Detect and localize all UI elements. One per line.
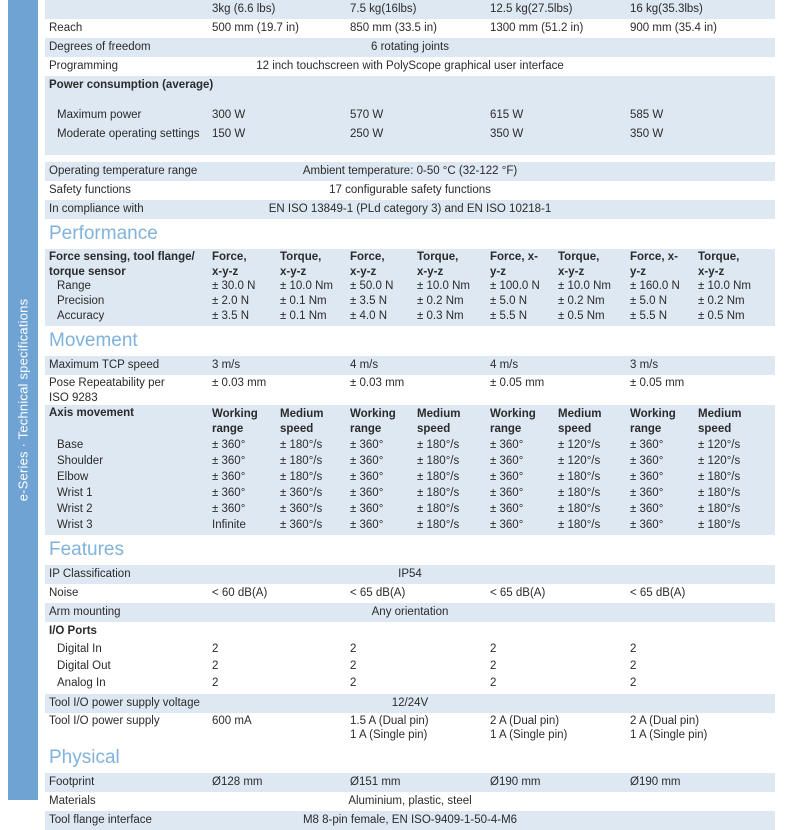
cell-value: 12.5 kg(27.5lbs) xyxy=(490,3,573,15)
cell-value: ± 180°/s xyxy=(280,439,323,451)
cell-value: Ambient temperature: 0-50 °C (32-122 °F) xyxy=(302,165,518,177)
features-table xyxy=(45,565,800,743)
cell-value: 1.5 A (Dual pin) xyxy=(350,715,429,727)
cell-value: ± 120°/s xyxy=(558,455,601,467)
table-row-footprint xyxy=(45,773,775,792)
cell-value: IP54 xyxy=(398,568,422,580)
column-header: speed xyxy=(558,423,592,435)
row-label: Tool I/O power supply voltage xyxy=(49,697,200,709)
section-heading-physical: Physical xyxy=(45,743,800,773)
row-label: Moderate operating settings xyxy=(57,128,200,140)
cell-value: ± 120°/s xyxy=(698,455,741,467)
cell-value: ± 2.0 N xyxy=(212,295,249,307)
row-label: Range xyxy=(57,280,91,292)
cell-value: ± 180°/s xyxy=(698,487,741,499)
column-header: Working xyxy=(490,408,536,420)
table-row-programming xyxy=(45,57,775,76)
column-header: Working xyxy=(212,408,258,420)
table-row-maximum-tcp-speed xyxy=(45,356,775,375)
row-label: Accuracy xyxy=(57,310,105,322)
cell-value: Aluminium, plastic, steel xyxy=(348,795,472,807)
cell-value: 2 xyxy=(490,643,497,655)
table-row-digital-in xyxy=(45,641,775,658)
cell-value: ± 180°/s xyxy=(417,439,460,451)
row-label: Maximum TCP speed xyxy=(49,359,160,371)
row-label: I/O Ports xyxy=(49,625,97,637)
cell-value: < 65 dB(A) xyxy=(350,587,406,599)
column-header: Working xyxy=(350,408,396,420)
cell-value: 1 A (Single pin) xyxy=(490,729,568,741)
cell-value: Ø190 mm xyxy=(490,776,541,788)
cell-value: ± 360° xyxy=(212,503,246,515)
column-header: Torque, xyxy=(698,251,740,263)
cell-value: ± 0.1 Nm xyxy=(280,295,327,307)
cell-value: 850 mm (33.5 in) xyxy=(350,22,437,34)
cell-value: ± 180°/s xyxy=(280,471,323,483)
column-header: x-y-z xyxy=(558,266,585,278)
column-header: range xyxy=(630,423,662,435)
row-label: Digital In xyxy=(57,643,102,655)
row-label: Wrist 1 xyxy=(57,487,93,499)
cell-value: ± 360° xyxy=(350,471,384,483)
cell-value: 2 xyxy=(350,677,357,689)
cell-value: ± 360° xyxy=(350,503,384,515)
table-row-arm-mounting xyxy=(45,603,775,622)
cell-value: ± 0.05 mm xyxy=(630,377,685,389)
cell-value: 12 inch touchscreen with PolyScope graphical user interface xyxy=(256,60,564,72)
cell-value: ± 10.0 Nm xyxy=(698,280,751,292)
cell-value: 350 W xyxy=(630,128,664,140)
row-label: Shoulder xyxy=(57,455,104,467)
cell-value: 2 xyxy=(630,660,637,672)
column-header: Force, xyxy=(350,251,385,263)
row-label: Operating temperature range xyxy=(49,165,198,177)
cell-value: 2 A (Dual pin) xyxy=(630,715,700,727)
column-header: y-z xyxy=(630,266,646,278)
row-label: Precision xyxy=(57,295,105,307)
row-label: Tool flange interface xyxy=(49,814,152,826)
cell-value: ± 0.5 Nm xyxy=(698,310,745,322)
row-label: Safety functions xyxy=(49,184,131,196)
table-row-power-consumption xyxy=(45,76,775,95)
cell-value: 600 mA xyxy=(212,715,252,727)
table-row-ip-classification xyxy=(45,565,775,584)
row-label: Analog In xyxy=(57,677,106,689)
table-row-operating-temperature-range xyxy=(45,162,775,181)
row-label: Force sensing, tool flange/ xyxy=(49,251,195,263)
column-header: range xyxy=(350,423,382,435)
table-row-base xyxy=(45,437,775,453)
section-heading-features: Features xyxy=(45,535,800,565)
column-header: range xyxy=(490,423,522,435)
cell-value: 2 xyxy=(212,660,219,672)
row-label: Pose Repeatability per xyxy=(49,377,165,389)
row-label: Elbow xyxy=(57,471,89,483)
column-header: speed xyxy=(280,423,314,435)
cell-value: ± 180°/s xyxy=(698,471,741,483)
table-row-pose-repeatability xyxy=(45,375,775,405)
row-label: Arm mounting xyxy=(49,606,121,618)
sidebar-label: e-Series · Technical specifications xyxy=(15,298,31,502)
row-label: ISO 9283 xyxy=(49,392,98,404)
cell-value: 300 W xyxy=(212,109,246,121)
cell-value: 17 configurable safety functions xyxy=(329,184,491,196)
column-header: Force, x- xyxy=(490,251,538,263)
cell-value: ± 360° xyxy=(490,439,524,451)
cell-value: ± 5.0 N xyxy=(630,295,667,307)
cell-value: ± 10.0 Nm xyxy=(417,280,470,292)
table-row-shoulder xyxy=(45,453,775,469)
row-label: Reach xyxy=(49,22,83,34)
column-header: Working xyxy=(630,408,676,420)
column-header: Torque, xyxy=(417,251,459,263)
cell-value: 150 W xyxy=(212,128,246,140)
cell-value: ± 0.3 Nm xyxy=(417,310,464,322)
cell-value: 1 A (Single pin) xyxy=(350,729,428,741)
row-label: torque sensor xyxy=(49,266,126,278)
cell-value: ± 180°/s xyxy=(417,455,460,467)
cell-value: 7.5 kg(16lbs) xyxy=(350,3,417,15)
cell-value: ± 360° xyxy=(350,519,384,531)
cell-value: Ø151 mm xyxy=(350,776,401,788)
cell-value: 16 kg(35.3lbs) xyxy=(630,3,703,15)
cell-value: ± 120°/s xyxy=(558,439,601,451)
table-row-tool-flange-interface xyxy=(45,811,775,830)
cell-value: 585 W xyxy=(630,109,664,121)
cell-value: ± 360° xyxy=(490,471,524,483)
cell-value: EN ISO 13849-1 (PLd category 3) and EN ISO 10218-1 xyxy=(268,203,552,215)
spacer xyxy=(45,155,775,162)
cell-value: ± 180°/s xyxy=(558,519,601,531)
cell-value: ± 5.5 N xyxy=(630,310,667,322)
cell-value: ± 0.5 Nm xyxy=(558,310,605,322)
cell-value: 2 xyxy=(630,643,637,655)
column-header: x-y-z xyxy=(212,266,239,278)
section-heading-performance: Performance xyxy=(45,219,800,249)
row-label: Maximum power xyxy=(57,109,142,121)
cell-value: ± 0.03 mm xyxy=(212,377,267,389)
table-row-analog-in xyxy=(45,675,775,694)
row-label: Power consumption (average) xyxy=(49,79,214,91)
cell-value: ± 3.5 N xyxy=(350,295,387,307)
table-row-elbow xyxy=(45,469,775,485)
cell-value: 2 xyxy=(490,660,497,672)
cell-value: M8 8-pin female, EN ISO-9409-1-50-4-M6 xyxy=(302,814,518,826)
cell-value: ± 0.2 Nm xyxy=(698,295,745,307)
cell-value: ± 0.03 mm xyxy=(350,377,405,389)
cell-value: ± 360° xyxy=(490,503,524,515)
column-header: y-z xyxy=(490,266,506,278)
table-row-range xyxy=(45,279,775,294)
cell-value: ± 180°/s xyxy=(558,471,601,483)
table-row-wrist-2 xyxy=(45,501,775,517)
cell-value: ± 360° xyxy=(630,519,664,531)
cell-value: < 60 dB(A) xyxy=(212,587,268,599)
cell-value: ± 100.0 N xyxy=(490,280,540,292)
cell-value: ± 360°/s xyxy=(280,519,323,531)
spacer xyxy=(45,144,775,155)
row-label: Tool I/O power supply xyxy=(49,715,160,727)
column-header: range xyxy=(212,423,244,435)
row-label: Degrees of freedom xyxy=(49,41,151,53)
column-header: Medium xyxy=(417,408,461,420)
cell-value: 570 W xyxy=(350,109,384,121)
column-header: x-y-z xyxy=(350,266,377,278)
table-row-wrist-1 xyxy=(45,485,775,501)
cell-value: 350 W xyxy=(490,128,524,140)
cell-value: ± 360° xyxy=(212,439,246,451)
cell-value: ± 360° xyxy=(490,455,524,467)
column-header: Medium xyxy=(558,408,602,420)
cell-value: 2 xyxy=(350,643,357,655)
cell-value: ± 360° xyxy=(212,487,246,499)
cell-value: ± 10.0 Nm xyxy=(558,280,611,292)
specifications-document xyxy=(45,0,800,826)
cell-value: ± 180°/s xyxy=(417,471,460,483)
cell-value: ± 360° xyxy=(630,471,664,483)
table-row-accuracy xyxy=(45,309,775,326)
column-header: Force, xyxy=(212,251,247,263)
table-row-tool-io-power-supply xyxy=(45,713,775,743)
cell-value: 2 xyxy=(630,677,637,689)
cell-value: ± 360° xyxy=(350,439,384,451)
cell-value: ± 360° xyxy=(212,455,246,467)
cell-value: ± 160.0 N xyxy=(630,280,680,292)
cell-value: 3kg (6.6 lbs) xyxy=(212,3,276,15)
table-row-digital-out xyxy=(45,658,775,675)
table-row-safety-functions xyxy=(45,181,775,200)
table-row xyxy=(45,0,775,19)
column-header: x-y-z xyxy=(698,266,725,278)
row-label: Materials xyxy=(49,795,96,807)
cell-value: 12/24V xyxy=(391,697,429,709)
cell-value: 615 W xyxy=(490,109,524,121)
table-header-row xyxy=(45,249,775,279)
cell-value: ± 360° xyxy=(630,455,664,467)
table-row-precision xyxy=(45,294,775,309)
cell-value: Any orientation xyxy=(371,606,449,618)
cell-value: ± 180°/s xyxy=(417,503,460,515)
table-row-io-ports xyxy=(45,622,775,641)
cell-value: Infinite xyxy=(212,519,246,531)
column-header: x-y-z xyxy=(280,266,307,278)
table-row-degrees-of-freedom xyxy=(45,38,775,57)
column-header: speed xyxy=(417,423,451,435)
cell-value: 4 m/s xyxy=(490,359,519,371)
cell-value: ± 360°/s xyxy=(280,487,323,499)
cell-value: ± 360° xyxy=(630,503,664,515)
row-label: Digital Out xyxy=(57,660,111,672)
general-specs-table xyxy=(45,0,800,219)
row-label: Base xyxy=(57,439,84,451)
cell-value: ± 0.1 Nm xyxy=(280,310,327,322)
performance-table xyxy=(45,249,800,326)
cell-value: ± 120°/s xyxy=(698,439,741,451)
table-row-in-compliance-with xyxy=(45,200,775,219)
cell-value: ± 180°/s xyxy=(417,487,460,499)
table-row-materials xyxy=(45,792,775,811)
table-row-noise xyxy=(45,584,775,603)
cell-value: 2 xyxy=(350,660,357,672)
cell-value: ± 360° xyxy=(212,471,246,483)
column-header: Medium xyxy=(698,408,742,420)
row-label: Programming xyxy=(49,60,119,72)
cell-value: ± 360° xyxy=(490,519,524,531)
cell-value: 2 A (Dual pin) xyxy=(490,715,560,727)
cell-value: 2 xyxy=(212,643,219,655)
cell-value: ± 360° xyxy=(350,455,384,467)
cell-value: ± 10.0 Nm xyxy=(280,280,333,292)
cell-value: 1300 mm (51.2 in) xyxy=(490,22,584,34)
cell-value: ± 4.0 N xyxy=(350,310,387,322)
section-heading-movement: Movement xyxy=(45,326,800,356)
row-label: Axis movement xyxy=(49,407,135,419)
cell-value: ± 180°/s xyxy=(698,519,741,531)
cell-value: 250 W xyxy=(350,128,384,140)
table-row-moderate-operating-settings xyxy=(45,125,775,144)
cell-value: ± 360°/s xyxy=(280,503,323,515)
cell-value: ± 360° xyxy=(630,487,664,499)
cell-value: ± 180°/s xyxy=(698,503,741,515)
table-row-wrist-3 xyxy=(45,517,775,535)
cell-value: ± 360° xyxy=(350,487,384,499)
row-label: Noise xyxy=(49,587,79,599)
cell-value: Ø128 mm xyxy=(212,776,263,788)
spacer xyxy=(45,95,775,106)
cell-value: 4 m/s xyxy=(350,359,379,371)
movement-table xyxy=(45,356,800,535)
cell-value: ± 5.5 N xyxy=(490,310,527,322)
table-row-tool-io-power-supply-voltage xyxy=(45,694,775,713)
row-label: Wrist 3 xyxy=(57,519,93,531)
row-label: Wrist 2 xyxy=(57,503,93,515)
cell-value: 6 rotating joints xyxy=(371,41,449,53)
cell-value: ± 180°/s xyxy=(558,503,601,515)
cell-value: ± 180°/s xyxy=(417,519,460,531)
row-label: IP Classification xyxy=(49,568,131,580)
column-header: speed xyxy=(698,423,732,435)
cell-value: 3 m/s xyxy=(630,359,659,371)
cell-value: ± 50.0 N xyxy=(350,280,394,292)
cell-value: Ø190 mm xyxy=(630,776,681,788)
cell-value: 900 mm (35.4 in) xyxy=(630,22,717,34)
physical-table xyxy=(45,773,800,830)
cell-value: ± 3.5 N xyxy=(212,310,249,322)
table-header-axis-movement xyxy=(45,405,775,437)
column-header: Torque, xyxy=(558,251,600,263)
cell-value: 2 xyxy=(212,677,219,689)
column-header: Torque, xyxy=(280,251,322,263)
cell-value: ± 360° xyxy=(630,439,664,451)
cell-value: ± 5.0 N xyxy=(490,295,527,307)
column-header: Medium xyxy=(280,408,324,420)
cell-value: < 65 dB(A) xyxy=(490,587,546,599)
row-label: Footprint xyxy=(49,776,95,788)
cell-value: ± 180°/s xyxy=(558,487,601,499)
cell-value: ± 30.0 N xyxy=(212,280,256,292)
cell-value: ± 0.2 Nm xyxy=(417,295,464,307)
column-header: Force, x- xyxy=(630,251,678,263)
cell-value: 500 mm (19.7 in) xyxy=(212,22,299,34)
cell-value: 1 A (Single pin) xyxy=(630,729,708,741)
cell-value: ± 0.2 Nm xyxy=(558,295,605,307)
column-header: x-y-z xyxy=(417,266,444,278)
cell-value: 2 xyxy=(490,677,497,689)
cell-value: < 65 dB(A) xyxy=(630,587,686,599)
cell-value: ± 0.05 mm xyxy=(490,377,545,389)
cell-value: ± 180°/s xyxy=(280,455,323,467)
sidebar-banner xyxy=(8,0,38,800)
cell-value: 3 m/s xyxy=(212,359,241,371)
row-label: In compliance with xyxy=(49,203,144,215)
table-row-reach xyxy=(45,19,775,38)
table-row-maximum-power xyxy=(45,106,775,125)
cell-value: ± 360° xyxy=(490,487,524,499)
